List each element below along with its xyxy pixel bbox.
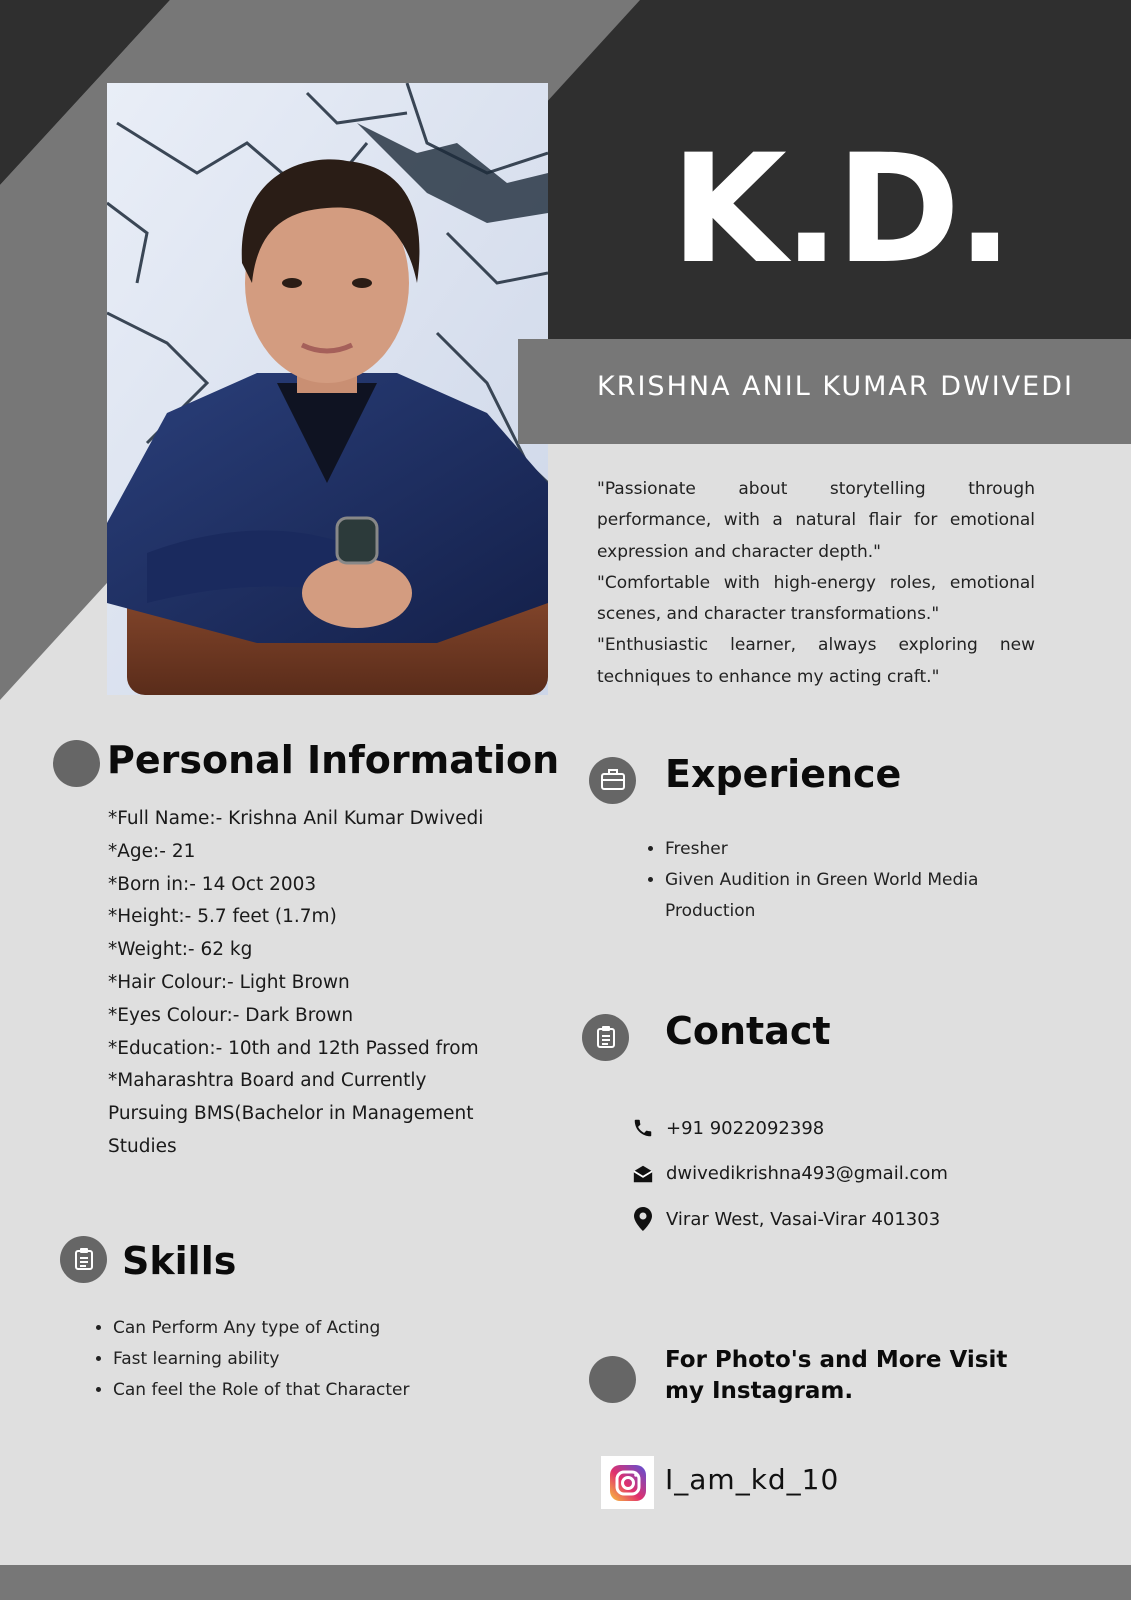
experience-item: • Fresher <box>665 834 1008 865</box>
info-born: *Born in:- 14 Oct 2003 <box>108 873 317 895</box>
contact-title: Contact <box>665 1009 831 1053</box>
quote-2: "Comfortable with high-energy roles, emotional scenes, and character transformations." <box>597 572 1035 625</box>
experience-list <box>648 834 1008 927</box>
email-address[interactable]: dwivedikrishna493@gmail.com <box>666 1163 948 1184</box>
skill-item: • Can feel the Role of that Character <box>113 1375 516 1406</box>
info-eyes: *Eyes Colour:- Dark Brown <box>108 1004 354 1026</box>
location-pin-icon <box>630 1207 656 1231</box>
info-hair: *Hair Colour:- Light Brown <box>108 971 350 993</box>
contact-phone-row <box>630 1117 824 1139</box>
phone-icon <box>630 1117 656 1139</box>
full-name-heading: KRISHNA ANIL KUMAR DWIVEDI <box>597 371 1074 402</box>
phone-number[interactable]: +91 9022092398 <box>666 1117 825 1139</box>
quote-1: "Passionate about storytelling through performance, with a natural flair for emotional expression and character depth." <box>597 479 1035 562</box>
contact-dot <box>582 1014 629 1061</box>
instagram-title: For Photo's and More Visit my Instagram. <box>665 1347 1008 1404</box>
footer-bar <box>0 1565 1131 1600</box>
monogram: K.D. <box>670 123 1010 297</box>
contact-email-row <box>630 1163 948 1184</box>
experience-title: Experience <box>665 752 902 796</box>
envelope-icon <box>630 1164 656 1184</box>
experience-item: • Given Audition in Green World Media Production <box>665 865 1008 927</box>
contact-address-row <box>630 1207 940 1231</box>
profile-photo <box>107 83 548 695</box>
info-education-2: *Maharashtra Board and Currently <box>108 1070 427 1092</box>
skills-title: Skills <box>122 1239 237 1283</box>
briefcase-icon <box>600 768 626 792</box>
skill-item: • Can Perform Any type of Acting <box>113 1313 516 1344</box>
personal-info-title: Personal Information <box>107 738 560 782</box>
info-weight: *Weight:- 62 kg <box>108 939 253 961</box>
skills-list <box>96 1313 516 1406</box>
experience-dot <box>589 757 636 804</box>
info-full-name: *Full Name:- Krishna Anil Kumar Dwivedi <box>108 808 484 829</box>
info-age: *Age:- 21 <box>108 840 196 862</box>
info-height: *Height:- 5.7 feet (1.7m) <box>108 906 337 928</box>
address: Virar West, Vasai-Virar 401303 <box>666 1208 941 1230</box>
clipboard-icon <box>74 1247 94 1271</box>
skills-dot <box>60 1236 107 1283</box>
instagram-icon[interactable] <box>601 1456 654 1509</box>
info-education: *Education:- 10th and 12th Passed from <box>108 1037 479 1059</box>
summary-quotes <box>597 474 1035 693</box>
info-education-4: Studies <box>108 1135 177 1157</box>
quote-3: "Enthusiastic learner, always exploring new techniques to enhance my acting craft." <box>597 635 1035 687</box>
personal-info-dot <box>53 740 100 787</box>
skill-item: • Fast learning ability <box>113 1344 516 1375</box>
clipboard-icon <box>596 1025 616 1049</box>
personal-info-list <box>108 803 578 1164</box>
info-education-3: Pursuing BMS(Bachelor in Management <box>108 1103 474 1125</box>
instagram-section-dot <box>589 1356 636 1403</box>
instagram-handle[interactable]: I_am_kd_10 <box>665 1463 840 1496</box>
